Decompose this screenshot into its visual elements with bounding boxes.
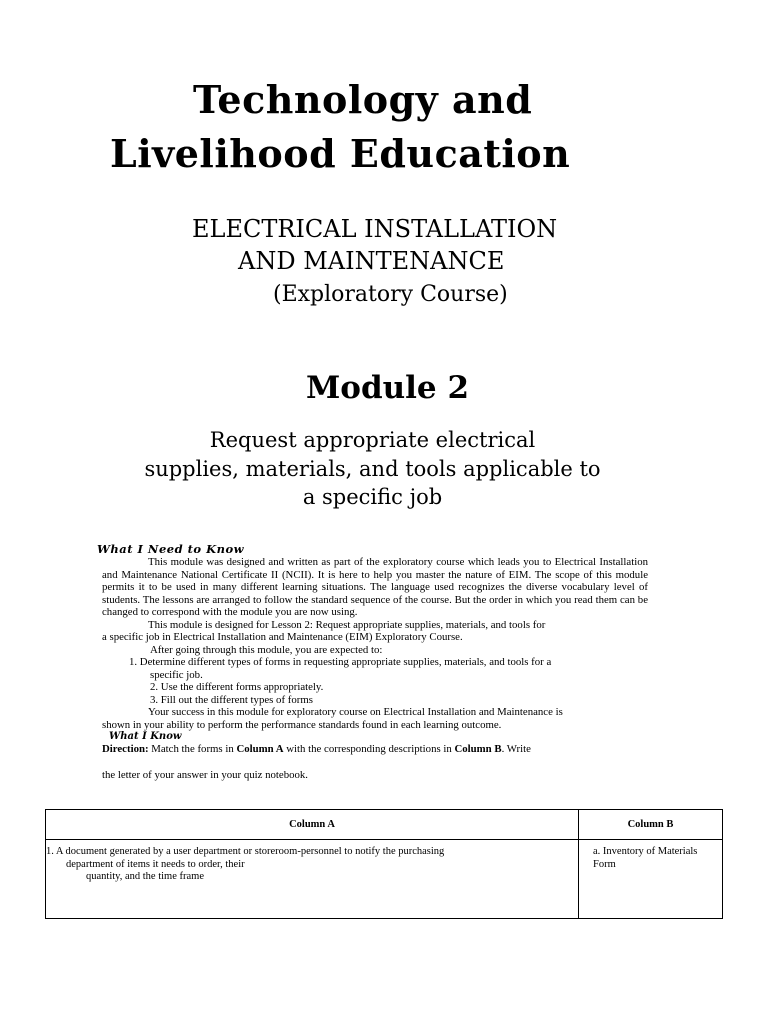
column-a-cell-line3: quantity, and the time frame: [86, 871, 204, 882]
table-header-row: [46, 810, 723, 840]
module-body: [97, 542, 648, 781]
matching-table: [45, 809, 723, 919]
table-row: [46, 840, 723, 919]
lesson-paragraph-line1: This module is designed for Lesson 2: Request appropriate supplies, materials, and tools for: [148, 618, 546, 631]
column-b-header: Column B: [579, 810, 723, 840]
objective-2: 2. Use the different forms appropriately.: [150, 681, 324, 693]
column-b-cell-line2: Form: [593, 858, 616, 870]
column-a-cell-line1: 1. A document generated by a user department or storeroom-personnel to notify the purchasing: [46, 846, 445, 857]
column-b-cell: [579, 840, 723, 919]
column-b-reference: Column B: [454, 743, 502, 755]
success-paragraph-line2: shown in your ability to perform the performance standards found in each learning outcome.: [102, 718, 502, 731]
section-heading-what-i-know: What I Know: [109, 731, 182, 742]
success-paragraph-line1: Your success in this module for exploratory course on Electrical Installation and Maintenance is: [148, 706, 563, 718]
section-heading-what-i-need-to-know: What I Need to Know: [97, 542, 245, 556]
direction-line2: the letter of your answer in your quiz notebook.: [102, 768, 308, 781]
module-label: Module 2: [305, 370, 470, 406]
direction-text: [102, 743, 648, 756]
lesson-paragraph-line2: a specific job in Electrical Installation and Maintenance (EIM) Exploratory Course.: [102, 631, 463, 643]
column-a-cell-line2: department of items it needs to order, their: [66, 858, 245, 870]
column-a-cell: [46, 840, 579, 919]
objective-3: 3. Fill out the different types of forms: [150, 693, 313, 706]
direction-part1: Match the forms in: [148, 743, 237, 755]
objective-1-line2: specific job.: [150, 668, 203, 681]
objective-1-line1: 1. Determine different types of forms in requesting appropriate supplies, materials, and tools for a: [129, 656, 552, 668]
expectation-paragraph: After going through this module, you are expected to:: [150, 643, 383, 656]
column-b-cell-line1: a. Inventory of Materials: [593, 846, 698, 857]
lesson-title: [0, 426, 745, 512]
course-type: (Exploratory Course): [273, 282, 508, 307]
intro-paragraph: This module was designed and written as part of the exploratory course which leads you to Electrical Installation and Maintenance National Certificate II (NCII). It is here to help you master the nature of EIM. The scope of this module permits it to be used in many different learning situations. The language used recognizes the diverse vocabulary level of students. The lessons are arranged to follow the standard sequence of the course. But the order in which you read them can be changed to correspond with the module you are now using.: [102, 556, 648, 618]
direction-label: Direction:: [102, 743, 149, 755]
subject-title-line2: AND MAINTENANCE: [238, 247, 505, 275]
document-title-line1: Technology and: [193, 77, 533, 122]
direction-part2: with the corresponding descriptions in: [283, 743, 455, 755]
lesson-title-line2: supplies, materials, and tools applicable to: [144, 456, 601, 481]
direction-part3: . Write: [501, 743, 531, 755]
column-a-reference: Column A: [236, 743, 284, 755]
document-title-line2: Livelihood Education: [110, 131, 571, 176]
column-a-header: Column A: [46, 810, 579, 840]
subject-title-line1: ELECTRICAL INSTALLATION: [192, 215, 558, 243]
lesson-title-line3: a specific job: [302, 485, 443, 509]
lesson-title-line1: Request appropriate electrical: [209, 428, 536, 452]
